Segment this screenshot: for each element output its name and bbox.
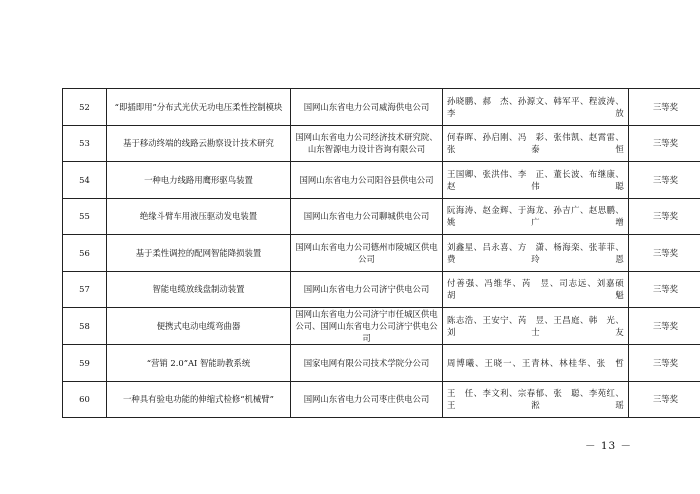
team-members <box>443 235 629 272</box>
project-name: 绝缘斗臂车用液压驱动发电装置 <box>107 198 291 235</box>
table-row <box>63 308 700 345</box>
row-number: 59 <box>63 345 107 382</box>
project-name: 基于柔性调控的配网智能降损装置 <box>107 235 291 272</box>
row-number: 53 <box>63 125 107 162</box>
team-members-line: 陈志浩、王安宁、芮 昱、王昌庭、韩 光、 <box>447 315 624 325</box>
page-number: － 13 － <box>585 440 633 452</box>
completing-unit: 国网山东省电力公司德州市陵城区供电公司 <box>291 235 443 272</box>
award-level: 三等奖 <box>629 89 700 126</box>
team-members-line: 王淞瑶 <box>447 400 624 411</box>
table-row <box>63 125 700 162</box>
team-members <box>443 381 629 418</box>
row-number: 52 <box>63 89 107 126</box>
completing-unit: 国网山东省电力公司枣庄供电公司 <box>291 381 443 418</box>
team-members-line: 刘士友 <box>447 327 624 337</box>
award-level: 三等奖 <box>629 308 700 345</box>
team-members <box>443 125 629 162</box>
table-row <box>63 89 700 126</box>
project-name: 智能电缆放线盘制动装置 <box>107 271 291 308</box>
team-members <box>443 198 629 235</box>
awards-table-body <box>63 89 700 418</box>
team-members-line: 刘鑫星、吕永喜、方 潇、杨海栾、张菲菲、 <box>447 241 624 252</box>
team-members-line: 李 放 <box>447 107 624 118</box>
completing-unit: 国网山东省电力公司济宁市任城区供电公司、国网山东省电力公司济宁供电公司 <box>291 308 443 345</box>
row-number: 58 <box>63 308 107 345</box>
award-level: 三等奖 <box>629 271 700 308</box>
team-members-line: 费玲恩 <box>447 253 624 264</box>
team-members <box>443 89 629 126</box>
team-members-line: 王 任、李文利、宗春郁、张 聪、李苑红、 <box>447 388 624 399</box>
completing-unit: 国网山东省电力公司经济技术研究院、山东智源电力设计咨询有限公司 <box>291 125 443 162</box>
team-members-line: 姚广增 <box>447 217 624 228</box>
awards-table <box>62 88 700 418</box>
completing-unit: 国家电网有限公司技术学院分公司 <box>291 345 443 382</box>
row-number: 54 <box>63 162 107 199</box>
table-row <box>63 162 700 199</box>
project-name: “即插即用”分布式光伏无功电压柔性控制模块 <box>107 89 291 126</box>
award-level: 三等奖 <box>629 381 700 418</box>
completing-unit: 国网山东省电力公司威海供电公司 <box>291 89 443 126</box>
row-number: 56 <box>63 235 107 272</box>
project-name: 便携式电动电缆弯曲器 <box>107 308 291 345</box>
team-members <box>443 162 629 199</box>
table-row <box>63 271 700 308</box>
award-level: 三等奖 <box>629 162 700 199</box>
table-row <box>63 381 700 418</box>
project-name: “营销 2.0”AI 智能助教系统 <box>107 345 291 382</box>
award-level: 三等奖 <box>629 235 700 272</box>
team-members-line: 胡 魁 <box>447 290 624 301</box>
award-level: 三等奖 <box>629 198 700 235</box>
team-members <box>443 345 629 382</box>
table-row <box>63 198 700 235</box>
team-members-line: 赵伟聪 <box>447 180 624 191</box>
completing-unit: 国网山东省电力公司聊城供电公司 <box>291 198 443 235</box>
table-row <box>63 345 700 382</box>
award-level: 三等奖 <box>629 345 700 382</box>
team-members-line: 孙晓鹏、郝 杰、孙源文、韩军平、程波涛、 <box>447 95 624 106</box>
completing-unit: 国网山东省电力公司济宁供电公司 <box>291 271 443 308</box>
team-members-line: 阮海涛、赵金辉、于海龙、孙吉广、赵思鹏、 <box>447 205 624 216</box>
team-members <box>443 271 629 308</box>
team-members-line: 张泰恒 <box>447 144 624 155</box>
team-members-line: 周博曦、王晓一、王青林、林桂华、张 哲 <box>447 357 624 368</box>
project-name: 一种电力线路用鹰形驱鸟装置 <box>107 162 291 199</box>
row-number: 57 <box>63 271 107 308</box>
team-members-line: 王国卿、张洪伟、李 正、董长波、布继康、 <box>447 168 624 179</box>
project-name: 基于移动终端的线路云勘察设计技术研究 <box>107 125 291 162</box>
project-name: 一种具有验电功能的伸缩式检修“机械臂” <box>107 381 291 418</box>
team-members <box>443 308 629 345</box>
row-number: 55 <box>63 198 107 235</box>
table-row <box>63 235 700 272</box>
completing-unit: 国网山东省电力公司阳谷县供电公司 <box>291 162 443 199</box>
team-members-line: 付善强、冯维华、芮 昱、司志远、刘嘉硕 <box>447 278 624 289</box>
row-number: 60 <box>63 381 107 418</box>
award-level: 三等奖 <box>629 125 700 162</box>
team-members-line: 何春晖、孙启刚、冯 彩、张伟凯、赵霄雷、 <box>447 132 624 143</box>
